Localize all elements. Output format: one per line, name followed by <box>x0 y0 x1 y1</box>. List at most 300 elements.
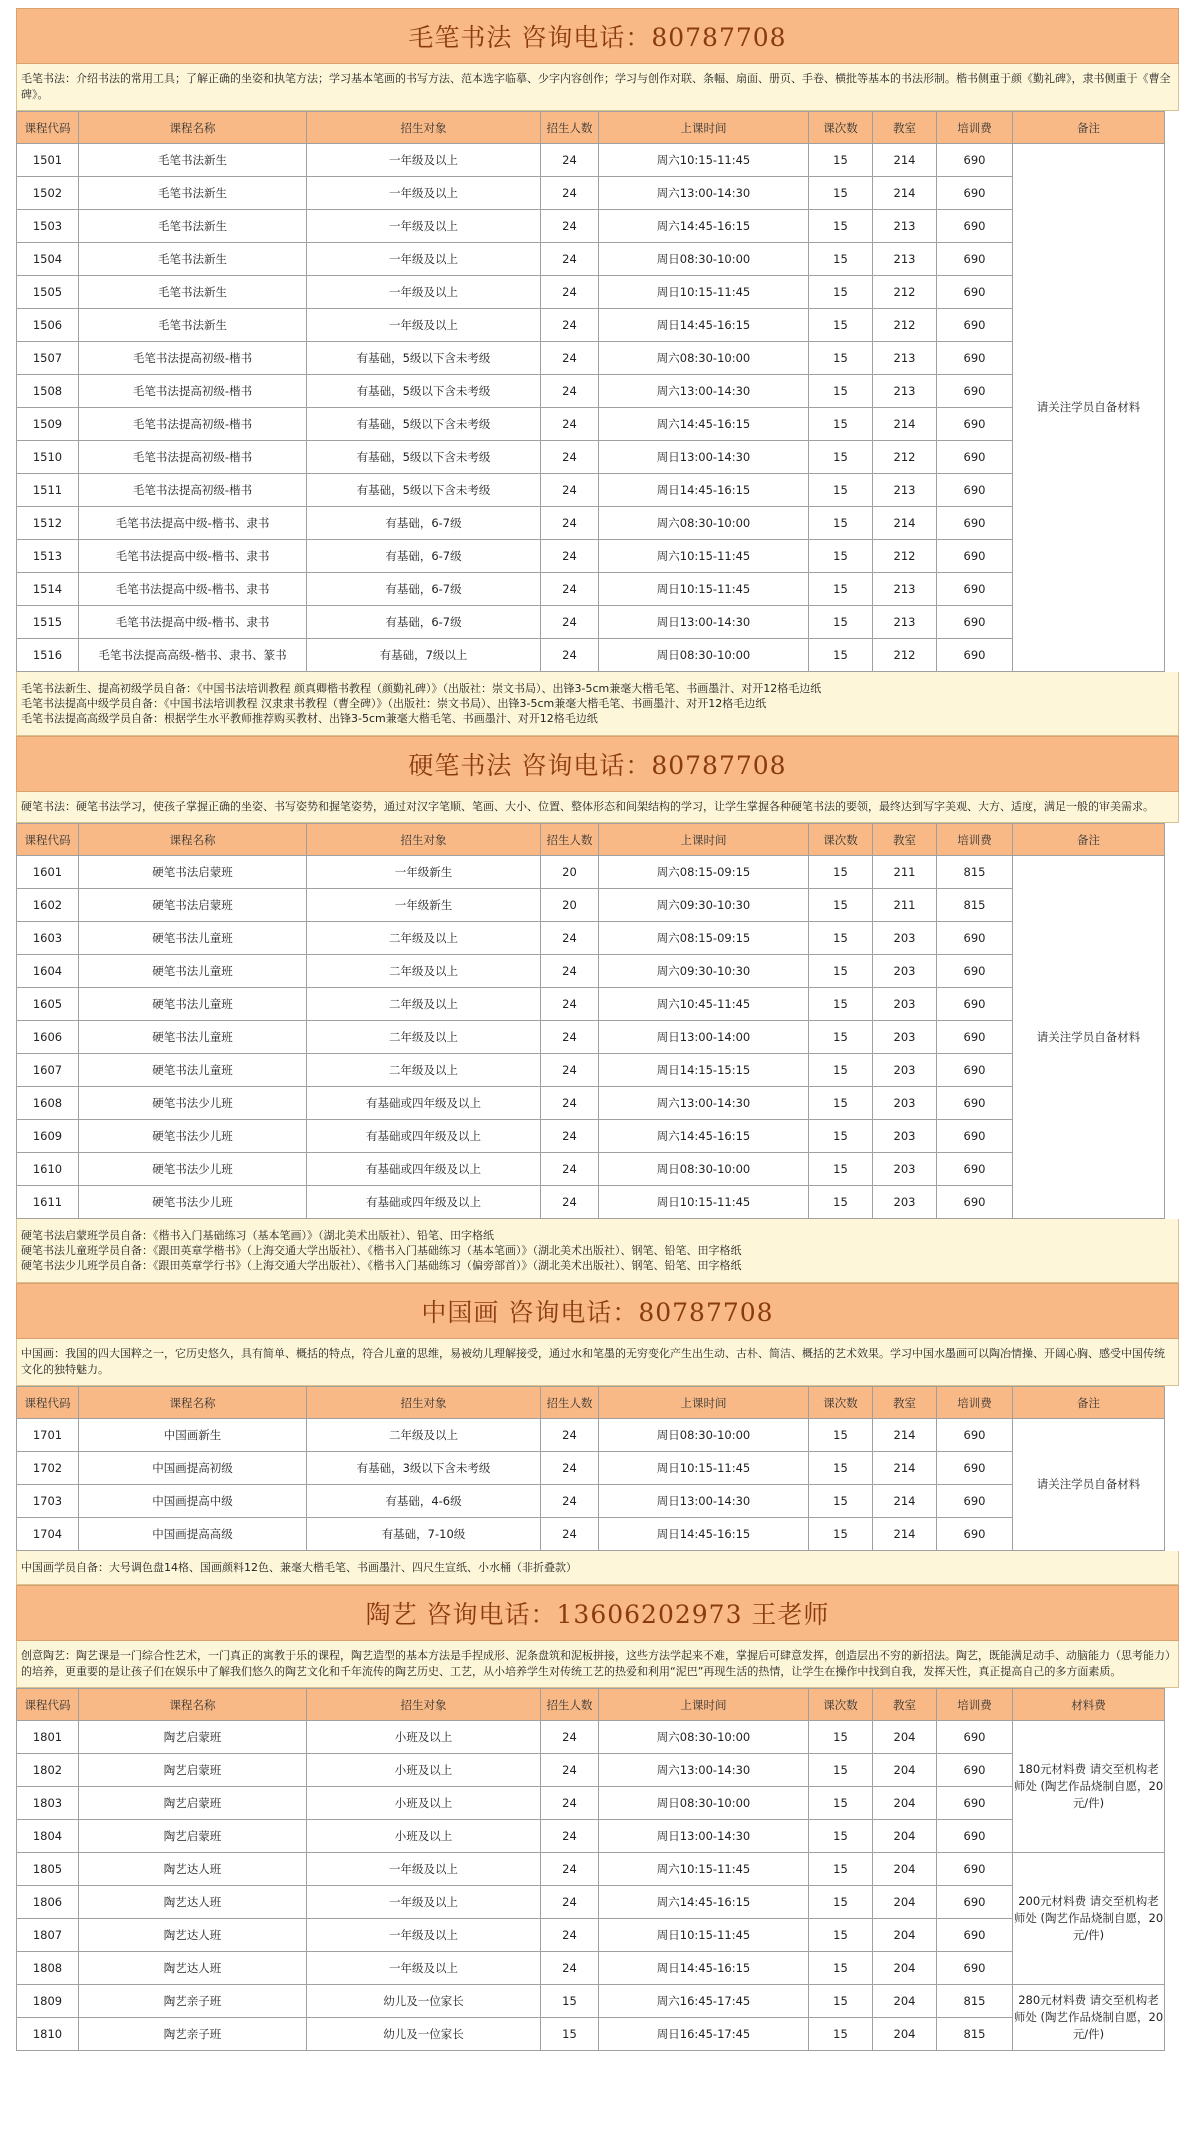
table-cell: 周六08:30-10:00 <box>599 1721 809 1754</box>
course-section <box>16 8 1179 736</box>
table-row <box>17 1518 1165 1551</box>
course-section <box>16 1283 1179 1585</box>
table-cell: 212 <box>873 309 937 342</box>
table-row <box>17 243 1165 276</box>
table-cell: 15 <box>809 1952 873 1985</box>
section-footer: 中国画学员自备：大号调色盘14格、国画颜料12色、兼毫大楷毛笔、书画墨汁、四尺生宣纸、小水桶（非折叠款） <box>16 1551 1179 1585</box>
table-cell: 212 <box>873 540 937 573</box>
table-cell: 690 <box>937 1952 1013 1985</box>
table-row <box>17 1853 1165 1886</box>
table-cell: 二年级及以上 <box>307 1054 541 1087</box>
column-header: 教室 <box>873 824 937 856</box>
table-row <box>17 1419 1165 1452</box>
table-cell: 24 <box>541 1754 599 1787</box>
column-header: 招生人数 <box>541 1689 599 1721</box>
table-cell: 1514 <box>17 573 79 606</box>
table-cell: 1516 <box>17 639 79 672</box>
table-cell: 1502 <box>17 177 79 210</box>
table-cell: 硬笔书法少儿班 <box>79 1087 307 1120</box>
table-cell: 24 <box>541 210 599 243</box>
table-row <box>17 1721 1165 1754</box>
column-header: 课程名称 <box>79 824 307 856</box>
table-cell: 203 <box>873 1054 937 1087</box>
table-cell: 204 <box>873 2018 937 2051</box>
column-header: 课程名称 <box>79 1387 307 1419</box>
table-cell: 690 <box>937 507 1013 540</box>
table-cell: 1510 <box>17 441 79 474</box>
table-cell: 203 <box>873 988 937 1021</box>
table-cell: 1703 <box>17 1485 79 1518</box>
section-intro: 中国画：我国的四大国粹之一，它历史悠久，具有简单、概括的特点，符合儿童的思维，易被幼儿理解接受，通过水和笔墨的无穷变化产生出生动、古朴、简洁、概括的艺术效果。学习中国水墨画可以陶冶情操、开阔心胸、感受中国传统文化的独特魅力。 <box>16 1339 1179 1386</box>
column-header: 课程名称 <box>79 1689 307 1721</box>
table-cell: 690 <box>937 573 1013 606</box>
column-header: 课次数 <box>809 1387 873 1419</box>
table-cell: 周日08:30-10:00 <box>599 1419 809 1452</box>
table-row <box>17 1952 1165 1985</box>
table-cell: 24 <box>541 177 599 210</box>
table-cell: 1602 <box>17 889 79 922</box>
table-row <box>17 177 1165 210</box>
table-cell: 24 <box>541 639 599 672</box>
table-row <box>17 1186 1165 1219</box>
table-cell: 24 <box>541 1452 599 1485</box>
table-cell: 204 <box>873 1787 937 1820</box>
table-cell: 214 <box>873 408 937 441</box>
table-cell: 15 <box>809 375 873 408</box>
table-cell: 15 <box>809 1985 873 2018</box>
table-cell: 中国画提高中级 <box>79 1485 307 1518</box>
table-cell: 15 <box>809 2018 873 2051</box>
table-cell: 203 <box>873 1120 937 1153</box>
table-cell: 690 <box>937 1886 1013 1919</box>
table-cell: 1805 <box>17 1853 79 1886</box>
table-cell: 陶艺启蒙班 <box>79 1721 307 1754</box>
table-cell: 690 <box>937 922 1013 955</box>
table-cell: 小班及以上 <box>307 1787 541 1820</box>
table-row <box>17 210 1165 243</box>
table-cell: 15 <box>809 1754 873 1787</box>
table-cell: 1802 <box>17 1754 79 1787</box>
table-cell: 周日08:30-10:00 <box>599 639 809 672</box>
table-cell: 204 <box>873 1886 937 1919</box>
table-cell: 15 <box>809 639 873 672</box>
table-cell: 24 <box>541 276 599 309</box>
table-cell: 周六10:15-11:45 <box>599 1853 809 1886</box>
table-cell: 1603 <box>17 922 79 955</box>
table-cell: 24 <box>541 375 599 408</box>
table-cell: 20 <box>541 889 599 922</box>
table-cell: 24 <box>541 1721 599 1754</box>
table-cell: 陶艺达人班 <box>79 1886 307 1919</box>
table-row <box>17 474 1165 507</box>
table-row <box>17 375 1165 408</box>
table-cell: 1704 <box>17 1518 79 1551</box>
table-cell: 一年级及以上 <box>307 1853 541 1886</box>
table-cell: 有基础，4-6级 <box>307 1485 541 1518</box>
table-cell: 690 <box>937 276 1013 309</box>
table-cell: 213 <box>873 606 937 639</box>
table-cell: 周日13:00-14:30 <box>599 1820 809 1853</box>
table-cell: 中国画提高初级 <box>79 1452 307 1485</box>
table-cell: 陶艺达人班 <box>79 1952 307 1985</box>
table-cell: 周日16:45-17:45 <box>599 2018 809 2051</box>
table-cell: 15 <box>809 441 873 474</box>
column-header: 课程代码 <box>17 1689 79 1721</box>
table-cell: 15 <box>809 1419 873 1452</box>
table-cell: 周六14:45-16:15 <box>599 210 809 243</box>
table-cell: 15 <box>809 474 873 507</box>
column-header: 上课时间 <box>599 112 809 144</box>
table-cell: 690 <box>937 606 1013 639</box>
table-cell: 周日14:45-16:15 <box>599 1952 809 1985</box>
table-cell: 690 <box>937 1787 1013 1820</box>
table-cell: 周日10:15-11:45 <box>599 1186 809 1219</box>
table-cell: 周六08:15-09:15 <box>599 856 809 889</box>
table-cell: 690 <box>937 441 1013 474</box>
course-section <box>16 736 1179 1283</box>
remark-cell: 请关注学员自备材料 <box>1013 144 1165 672</box>
table-cell: 1808 <box>17 1952 79 1985</box>
table-cell: 有基础或四年级及以上 <box>307 1087 541 1120</box>
table-cell: 1509 <box>17 408 79 441</box>
table-cell: 1513 <box>17 540 79 573</box>
table-row <box>17 1919 1165 1952</box>
table-cell: 24 <box>541 1886 599 1919</box>
table-cell: 毛笔书法提高初级-楷书 <box>79 408 307 441</box>
table-cell: 周六16:45-17:45 <box>599 1985 809 2018</box>
table-cell: 203 <box>873 922 937 955</box>
course-table <box>16 823 1165 1219</box>
column-header: 招生对象 <box>307 1689 541 1721</box>
table-cell: 24 <box>541 922 599 955</box>
table-cell: 有基础，5级以下含未考级 <box>307 342 541 375</box>
table-cell: 15 <box>809 573 873 606</box>
table-cell: 周日13:00-14:00 <box>599 1021 809 1054</box>
table-cell: 690 <box>937 1919 1013 1952</box>
table-cell: 毛笔书法新生 <box>79 309 307 342</box>
column-header: 材料费 <box>1013 1689 1165 1721</box>
table-cell: 24 <box>541 144 599 177</box>
table-cell: 周六08:30-10:00 <box>599 342 809 375</box>
table-cell: 硬笔书法儿童班 <box>79 1021 307 1054</box>
table-cell: 15 <box>809 309 873 342</box>
table-cell: 有基础，6-7级 <box>307 606 541 639</box>
course-table <box>16 111 1165 672</box>
table-cell: 212 <box>873 276 937 309</box>
table-cell: 1605 <box>17 988 79 1021</box>
table-cell: 690 <box>937 1087 1013 1120</box>
table-header-row <box>17 824 1165 856</box>
table-cell: 一年级及以上 <box>307 243 541 276</box>
table-cell: 一年级及以上 <box>307 1919 541 1952</box>
table-cell: 15 <box>809 606 873 639</box>
table-row <box>17 1087 1165 1120</box>
course-schedule <box>16 8 1179 2051</box>
table-cell: 幼儿及一位家长 <box>307 1985 541 2018</box>
material-fee-cell: 200元材料费 请交至机构老师处 (陶艺作品烧制自愿，20元/件) <box>1013 1853 1165 1985</box>
table-cell: 211 <box>873 856 937 889</box>
table-cell: 幼儿及一位家长 <box>307 2018 541 2051</box>
table-cell: 204 <box>873 1919 937 1952</box>
table-cell: 24 <box>541 1021 599 1054</box>
course-section <box>16 1585 1179 2051</box>
table-cell: 24 <box>541 1820 599 1853</box>
table-cell: 毛笔书法新生 <box>79 177 307 210</box>
table-cell: 15 <box>809 889 873 922</box>
course-table <box>16 1386 1165 1551</box>
table-row <box>17 1485 1165 1518</box>
table-cell: 690 <box>937 988 1013 1021</box>
table-cell: 小班及以上 <box>307 1721 541 1754</box>
table-cell: 陶艺亲子班 <box>79 1985 307 2018</box>
table-cell: 15 <box>809 1485 873 1518</box>
table-cell: 周六08:15-09:15 <box>599 922 809 955</box>
table-cell: 24 <box>541 540 599 573</box>
table-cell: 毛笔书法提高中级-楷书、隶书 <box>79 606 307 639</box>
table-cell: 214 <box>873 1419 937 1452</box>
table-cell: 213 <box>873 243 937 276</box>
table-row <box>17 441 1165 474</box>
table-cell: 815 <box>937 1985 1013 2018</box>
table-cell: 毛笔书法新生 <box>79 276 307 309</box>
column-header: 培训费 <box>937 112 1013 144</box>
table-cell: 20 <box>541 856 599 889</box>
table-cell: 690 <box>937 243 1013 276</box>
table-cell: 15 <box>809 1518 873 1551</box>
table-cell: 一年级及以上 <box>307 1886 541 1919</box>
table-cell: 15 <box>809 177 873 210</box>
table-cell: 1610 <box>17 1153 79 1186</box>
table-cell: 有基础，5级以下含未考级 <box>307 441 541 474</box>
table-row <box>17 922 1165 955</box>
table-cell: 24 <box>541 1485 599 1518</box>
table-cell: 周日13:00-14:30 <box>599 606 809 639</box>
material-fee-cell: 180元材料费 请交至机构老师处 (陶艺作品烧制自愿，20元/件) <box>1013 1721 1165 1853</box>
section-title: 陶艺 咨询电话：13606202973 王老师 <box>16 1585 1179 1641</box>
table-cell: 一年级及以上 <box>307 276 541 309</box>
table-cell: 690 <box>937 1120 1013 1153</box>
section-intro: 创意陶艺：陶艺课是一门综合性艺术，一门真正的寓教于乐的课程，陶艺造型的基本方法是手捏成形、泥条盘筑和泥板拼接，这些方法学起来不难，掌握后可肆意发挥，创造层出不穷的新招法。陶艺，既能满足动手、动脑能力（思考能力）的培养，更重要的是让孩子们在娱乐中了解我们悠久的陶艺文化和千年流传的陶艺历史、工艺，从小培养学生对传统工艺的热爱和利用“泥巴”再现生活的热情，让学生在操作中找到自我，发挥天性，真正提高自己的多方面素质。 <box>16 1641 1179 1688</box>
table-cell: 毛笔书法提高中级-楷书、隶书 <box>79 573 307 606</box>
table-cell: 15 <box>809 988 873 1021</box>
table-cell: 有基础，5级以下含未考级 <box>307 408 541 441</box>
table-cell: 有基础，6-7级 <box>307 507 541 540</box>
table-cell: 24 <box>541 474 599 507</box>
table-cell: 周日10:15-11:45 <box>599 276 809 309</box>
table-cell: 硬笔书法少儿班 <box>79 1186 307 1219</box>
table-cell: 690 <box>937 1754 1013 1787</box>
table-cell: 24 <box>541 1087 599 1120</box>
table-cell: 1807 <box>17 1919 79 1952</box>
table-cell: 周日10:15-11:45 <box>599 573 809 606</box>
column-header: 教室 <box>873 1387 937 1419</box>
table-row <box>17 144 1165 177</box>
table-cell: 周日08:30-10:00 <box>599 1153 809 1186</box>
section-title: 中国画 咨询电话：80787708 <box>16 1283 1179 1339</box>
table-cell: 硬笔书法启蒙班 <box>79 856 307 889</box>
table-cell: 毛笔书法新生 <box>79 243 307 276</box>
table-cell: 小班及以上 <box>307 1820 541 1853</box>
table-cell: 毛笔书法提高中级-楷书、隶书 <box>79 507 307 540</box>
table-cell: 24 <box>541 1853 599 1886</box>
column-header: 招生对象 <box>307 824 541 856</box>
table-cell: 24 <box>541 408 599 441</box>
table-cell: 815 <box>937 889 1013 922</box>
table-cell: 周日10:15-11:45 <box>599 1919 809 1952</box>
table-cell: 15 <box>809 1087 873 1120</box>
table-cell: 1503 <box>17 210 79 243</box>
table-cell: 24 <box>541 573 599 606</box>
table-cell: 15 <box>809 1787 873 1820</box>
table-cell: 214 <box>873 177 937 210</box>
table-cell: 690 <box>937 1452 1013 1485</box>
table-cell: 有基础，7-10级 <box>307 1518 541 1551</box>
table-cell: 690 <box>937 1054 1013 1087</box>
table-cell: 1507 <box>17 342 79 375</box>
table-header-row <box>17 1689 1165 1721</box>
table-cell: 15 <box>809 540 873 573</box>
table-cell: 有基础，6-7级 <box>307 540 541 573</box>
section-intro: 毛笔书法：介绍书法的常用工具；了解正确的坐姿和执笔方法；学习基本笔画的书写方法、范本选字临摹、少字内容创作；学习与创作对联、条幅、扇面、册页、手卷、横批等基本的书法形制。楷书侧重于颜《勤礼碑》，隶书侧重于《曹全碑》。 <box>16 64 1179 111</box>
table-cell: 周日08:30-10:00 <box>599 243 809 276</box>
column-header: 招生人数 <box>541 112 599 144</box>
table-cell: 211 <box>873 889 937 922</box>
table-cell: 203 <box>873 1153 937 1186</box>
table-cell: 24 <box>541 1419 599 1452</box>
table-cell: 690 <box>937 1485 1013 1518</box>
table-cell: 周六14:45-16:15 <box>599 408 809 441</box>
table-cell: 有基础，6-7级 <box>307 573 541 606</box>
table-cell: 24 <box>541 309 599 342</box>
table-cell: 15 <box>809 1721 873 1754</box>
table-cell: 24 <box>541 342 599 375</box>
table-cell: 二年级及以上 <box>307 988 541 1021</box>
table-cell: 二年级及以上 <box>307 955 541 988</box>
table-cell: 硬笔书法儿童班 <box>79 955 307 988</box>
table-cell: 15 <box>809 1186 873 1219</box>
table-row <box>17 639 1165 672</box>
table-cell: 有基础或四年级及以上 <box>307 1120 541 1153</box>
table-cell: 周六14:45-16:15 <box>599 1120 809 1153</box>
table-cell: 203 <box>873 1186 937 1219</box>
table-row <box>17 342 1165 375</box>
remark-cell: 请关注学员自备材料 <box>1013 856 1165 1219</box>
table-row <box>17 507 1165 540</box>
column-header: 教室 <box>873 1689 937 1721</box>
table-cell: 214 <box>873 1452 937 1485</box>
column-header: 课次数 <box>809 824 873 856</box>
table-cell: 213 <box>873 474 937 507</box>
table-row <box>17 1021 1165 1054</box>
table-cell: 周六13:00-14:30 <box>599 375 809 408</box>
table-row <box>17 1153 1165 1186</box>
table-cell: 15 <box>809 243 873 276</box>
table-cell: 周六09:30-10:30 <box>599 955 809 988</box>
column-header: 备注 <box>1013 824 1165 856</box>
table-row <box>17 2018 1165 2051</box>
section-footer: 硬笔书法启蒙班学员自备：《楷书入门基础练习（基本笔画）》（湖北美术出版社）、铅笔、田字格纸 硬笔书法儿童班学员自备：《跟田英章学楷书》（上海交通大学出版社）、《楷书入门基础练习（基本笔画）》（湖北美术出版社）、钢笔、铅笔、田字格纸 硬笔书法少儿班学员自备：《跟田英章学行书》（上海交通大学出版社）、《楷书入门基础练习（偏旁部首）》（湖北美术出版社）、钢笔、铅笔、田字格纸 <box>16 1219 1179 1283</box>
table-cell: 690 <box>937 210 1013 243</box>
table-cell: 15 <box>541 1985 599 2018</box>
table-cell: 硬笔书法少儿班 <box>79 1153 307 1186</box>
table-cell: 有基础，5级以下含未考级 <box>307 474 541 507</box>
column-header: 培训费 <box>937 824 1013 856</box>
table-cell: 15 <box>809 342 873 375</box>
table-cell: 690 <box>937 1518 1013 1551</box>
table-cell: 1701 <box>17 1419 79 1452</box>
column-header: 备注 <box>1013 1387 1165 1419</box>
table-cell: 周日14:45-16:15 <box>599 309 809 342</box>
table-cell: 1604 <box>17 955 79 988</box>
column-header: 教室 <box>873 112 937 144</box>
table-cell: 15 <box>809 1919 873 1952</box>
table-cell: 1515 <box>17 606 79 639</box>
table-cell: 15 <box>809 507 873 540</box>
table-cell: 214 <box>873 144 937 177</box>
table-cell: 15 <box>809 922 873 955</box>
table-cell: 690 <box>937 955 1013 988</box>
table-cell: 15 <box>809 1820 873 1853</box>
table-cell: 15 <box>809 856 873 889</box>
table-cell: 周六13:00-14:30 <box>599 177 809 210</box>
table-cell: 24 <box>541 1518 599 1551</box>
table-cell: 陶艺启蒙班 <box>79 1754 307 1787</box>
table-cell: 1504 <box>17 243 79 276</box>
table-cell: 1508 <box>17 375 79 408</box>
table-cell: 1505 <box>17 276 79 309</box>
material-fee-cell: 280元材料费 请交至机构老师处 (陶艺作品烧制自愿，20元/件) <box>1013 1985 1165 2051</box>
section-footer: 毛笔书法新生、提高初级学员自备：《中国书法培训教程 颜真卿楷书教程（颜勤礼碑）》（出版社：崇文书局）、出锋3-5cm兼毫大楷毛笔、书画墨汁、对开12格毛边纸 毛笔书法提高中级学员自备：《中国书法培训教程 汉隶隶书教程（曹全碑）》（出版社：崇文书局）、出锋3-5cm兼毫大楷毛笔、书画墨汁、对开12格毛边纸 毛笔书法提高高级学员自备：根据学生水平教师推荐购买教材、出锋3-5cm兼毫大楷毛笔、书画墨汁、对开12格毛边纸 <box>16 672 1179 736</box>
table-cell: 15 <box>809 955 873 988</box>
table-cell: 周六10:15-11:45 <box>599 144 809 177</box>
table-cell: 24 <box>541 955 599 988</box>
table-row <box>17 309 1165 342</box>
table-cell: 有基础或四年级及以上 <box>307 1153 541 1186</box>
table-row <box>17 988 1165 1021</box>
table-cell: 周日13:00-14:30 <box>599 1485 809 1518</box>
table-cell: 203 <box>873 1087 937 1120</box>
table-cell: 1601 <box>17 856 79 889</box>
column-header: 招生人数 <box>541 1387 599 1419</box>
table-row <box>17 540 1165 573</box>
table-cell: 24 <box>541 243 599 276</box>
table-cell: 213 <box>873 210 937 243</box>
table-cell: 毛笔书法提高高级-楷书、隶书、篆书 <box>79 639 307 672</box>
column-header: 上课时间 <box>599 824 809 856</box>
table-cell: 1806 <box>17 1886 79 1919</box>
table-cell: 213 <box>873 342 937 375</box>
table-cell: 690 <box>937 1820 1013 1853</box>
table-cell: 一年级新生 <box>307 889 541 922</box>
table-row <box>17 1452 1165 1485</box>
table-cell: 二年级及以上 <box>307 1021 541 1054</box>
table-cell: 1511 <box>17 474 79 507</box>
table-cell: 214 <box>873 507 937 540</box>
table-cell: 硬笔书法少儿班 <box>79 1120 307 1153</box>
table-cell: 204 <box>873 1952 937 1985</box>
table-cell: 15 <box>809 210 873 243</box>
table-cell: 1506 <box>17 309 79 342</box>
table-cell: 1809 <box>17 1985 79 2018</box>
table-cell: 690 <box>937 375 1013 408</box>
remark-cell: 请关注学员自备材料 <box>1013 1419 1165 1551</box>
column-header: 招生对象 <box>307 112 541 144</box>
column-header: 培训费 <box>937 1387 1013 1419</box>
table-row <box>17 276 1165 309</box>
table-cell: 204 <box>873 1985 937 2018</box>
column-header: 上课时间 <box>599 1387 809 1419</box>
table-cell: 204 <box>873 1853 937 1886</box>
